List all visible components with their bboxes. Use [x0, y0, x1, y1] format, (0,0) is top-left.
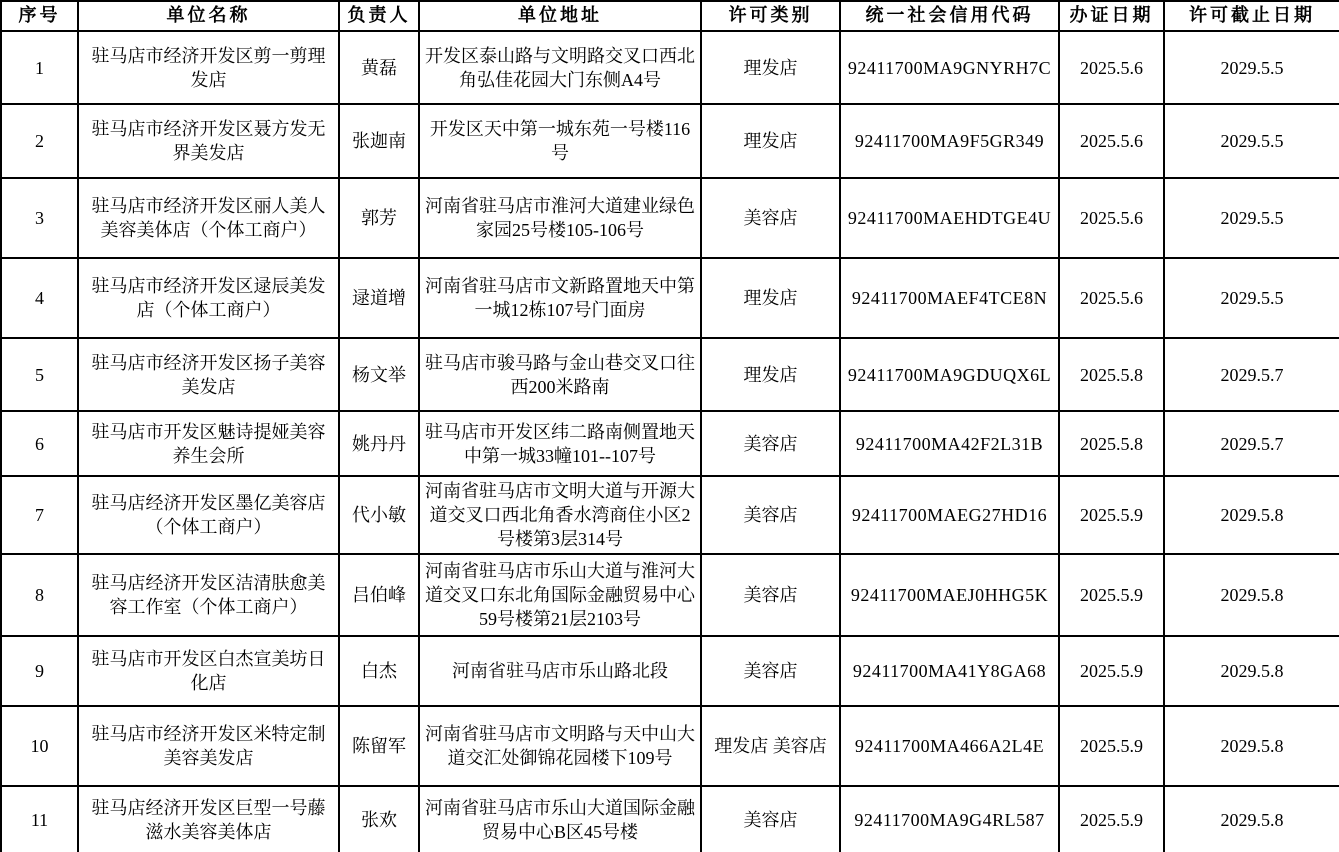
cell-name: 驻马店市经济开发区米特定制美容美发店 — [78, 706, 339, 786]
cell-expiry-date: 2029.5.7 — [1164, 338, 1339, 411]
header-seq: 序号 — [1, 1, 78, 31]
cell-credit-code: 92411700MA42F2L31B — [840, 411, 1059, 476]
cell-category: 理发店 — [701, 104, 840, 178]
cell-credit-code: 92411700MAEJ0HHG5K — [840, 554, 1059, 636]
cell-seq: 3 — [1, 178, 78, 258]
cell-category: 美容店 — [701, 636, 840, 706]
cell-expiry-date: 2029.5.8 — [1164, 636, 1339, 706]
table-row — [1, 636, 1339, 706]
cell-category: 美容店 — [701, 554, 840, 636]
cell-expiry-date: 2029.5.5 — [1164, 31, 1339, 104]
cell-credit-code: 92411700MAEF4TCE8N — [840, 258, 1059, 338]
cell-credit-code: 92411700MA9F5GR349 — [840, 104, 1059, 178]
cell-address: 河南省驻马店市文明路与天中山大道交汇处御锦花园楼下109号 — [419, 706, 701, 786]
cell-seq: 11 — [1, 786, 78, 852]
table-row — [1, 554, 1339, 636]
cell-credit-code: 92411700MAEG27HD16 — [840, 476, 1059, 554]
cell-category: 美容店 — [701, 476, 840, 554]
header-credit-code: 统一社会信用代码 — [840, 1, 1059, 31]
cell-principal: 白杰 — [339, 636, 419, 706]
cell-principal: 姚丹丹 — [339, 411, 419, 476]
cell-credit-code: 92411700MA41Y8GA68 — [840, 636, 1059, 706]
cell-seq: 6 — [1, 411, 78, 476]
table-row — [1, 786, 1339, 852]
cell-name: 驻马店市开发区魅诗提娅美容养生会所 — [78, 411, 339, 476]
cell-credit-code: 92411700MA9GDUQX6L — [840, 338, 1059, 411]
table-row — [1, 338, 1339, 411]
cell-seq: 5 — [1, 338, 78, 411]
cell-category: 美容店 — [701, 411, 840, 476]
cell-principal: 吕伯峰 — [339, 554, 419, 636]
cell-principal: 张迦南 — [339, 104, 419, 178]
cell-category: 理发店 — [701, 258, 840, 338]
cell-address: 驻马店市骏马路与金山巷交叉口往西200米路南 — [419, 338, 701, 411]
cell-credit-code: 92411700MAEHDTGE4U — [840, 178, 1059, 258]
cell-seq: 8 — [1, 554, 78, 636]
cell-address: 开发区泰山路与文明路交叉口西北角弘佳花园大门东侧A4号 — [419, 31, 701, 104]
cell-address: 河南省驻马店市乐山路北段 — [419, 636, 701, 706]
header-row — [1, 1, 1339, 31]
cell-address: 河南省驻马店市淮河大道建业绿色家园25号楼105-106号 — [419, 178, 701, 258]
cell-issue-date: 2025.5.6 — [1059, 31, 1164, 104]
cell-principal: 黄磊 — [339, 31, 419, 104]
cell-address: 河南省驻马店市文新路置地天中第一城12栋107号门面房 — [419, 258, 701, 338]
cell-principal: 逯道增 — [339, 258, 419, 338]
table-row — [1, 258, 1339, 338]
cell-expiry-date: 2029.5.5 — [1164, 178, 1339, 258]
cell-category: 美容店 — [701, 178, 840, 258]
cell-credit-code: 92411700MA9G4RL587 — [840, 786, 1059, 852]
header-issue-date: 办证日期 — [1059, 1, 1164, 31]
cell-principal: 代小敏 — [339, 476, 419, 554]
cell-expiry-date: 2029.5.8 — [1164, 554, 1339, 636]
cell-issue-date: 2025.5.9 — [1059, 476, 1164, 554]
cell-category: 理发店 — [701, 31, 840, 104]
table-row — [1, 31, 1339, 104]
table-row — [1, 476, 1339, 554]
cell-expiry-date: 2029.5.7 — [1164, 411, 1339, 476]
cell-address: 河南省驻马店市文明大道与开源大道交叉口西北角香水湾商住小区2号楼第3层314号 — [419, 476, 701, 554]
cell-issue-date: 2025.5.9 — [1059, 706, 1164, 786]
table-row — [1, 178, 1339, 258]
cell-expiry-date: 2029.5.8 — [1164, 786, 1339, 852]
cell-issue-date: 2025.5.9 — [1059, 636, 1164, 706]
cell-issue-date: 2025.5.6 — [1059, 104, 1164, 178]
cell-issue-date: 2025.5.6 — [1059, 178, 1164, 258]
cell-issue-date: 2025.5.8 — [1059, 338, 1164, 411]
cell-principal: 张欢 — [339, 786, 419, 852]
cell-issue-date: 2025.5.8 — [1059, 411, 1164, 476]
cell-name: 驻马店市经济开发区丽人美人美容美体店（个体工商户） — [78, 178, 339, 258]
cell-name: 驻马店市经济开发区扬子美容美发店 — [78, 338, 339, 411]
cell-seq: 1 — [1, 31, 78, 104]
header-expiry-date: 许可截止日期 — [1164, 1, 1339, 31]
cell-seq: 7 — [1, 476, 78, 554]
cell-address: 开发区天中第一城东苑一号楼116号 — [419, 104, 701, 178]
cell-issue-date: 2025.5.9 — [1059, 554, 1164, 636]
cell-name: 驻马店经济开发区洁清肤愈美容工作室（个体工商户） — [78, 554, 339, 636]
cell-name: 驻马店经济开发区墨亿美容店（个体工商户） — [78, 476, 339, 554]
cell-expiry-date: 2029.5.8 — [1164, 476, 1339, 554]
table-body — [1, 31, 1339, 852]
cell-name: 驻马店市经济开发区剪一剪理发店 — [78, 31, 339, 104]
cell-principal: 郭芳 — [339, 178, 419, 258]
table-row — [1, 706, 1339, 786]
table-row — [1, 104, 1339, 178]
cell-credit-code: 92411700MA9GNYRH7C — [840, 31, 1059, 104]
cell-name: 驻马店市开发区白杰宣美坊日化店 — [78, 636, 339, 706]
header-principal: 负责人 — [339, 1, 419, 31]
cell-seq: 10 — [1, 706, 78, 786]
header-name: 单位名称 — [78, 1, 339, 31]
cell-seq: 2 — [1, 104, 78, 178]
cell-name: 驻马店经济开发区巨型一号藤滋水美容美体店 — [78, 786, 339, 852]
cell-issue-date: 2025.5.6 — [1059, 258, 1164, 338]
table-row — [1, 411, 1339, 476]
cell-category: 理发店 — [701, 338, 840, 411]
cell-name: 驻马店市经济开发区逯辰美发店（个体工商户） — [78, 258, 339, 338]
cell-seq: 9 — [1, 636, 78, 706]
cell-principal: 杨文举 — [339, 338, 419, 411]
cell-credit-code: 92411700MA466A2L4E — [840, 706, 1059, 786]
header-address: 单位地址 — [419, 1, 701, 31]
cell-address: 河南省驻马店市乐山大道与淮河大道交叉口东北角国际金融贸易中心59号楼第21层2103号 — [419, 554, 701, 636]
cell-seq: 4 — [1, 258, 78, 338]
cell-principal: 陈留军 — [339, 706, 419, 786]
cell-issue-date: 2025.5.9 — [1059, 786, 1164, 852]
cell-expiry-date: 2029.5.5 — [1164, 104, 1339, 178]
cell-name: 驻马店市经济开发区聂方发无界美发店 — [78, 104, 339, 178]
cell-category: 理发店 美容店 — [701, 706, 840, 786]
cell-category: 美容店 — [701, 786, 840, 852]
cell-expiry-date: 2029.5.5 — [1164, 258, 1339, 338]
cell-address: 河南省驻马店市乐山大道国际金融贸易中心B区45号楼 — [419, 786, 701, 852]
header-category: 许可类别 — [701, 1, 840, 31]
cell-expiry-date: 2029.5.8 — [1164, 706, 1339, 786]
cell-address: 驻马店市开发区纬二路南侧置地天中第一城33幢101--107号 — [419, 411, 701, 476]
